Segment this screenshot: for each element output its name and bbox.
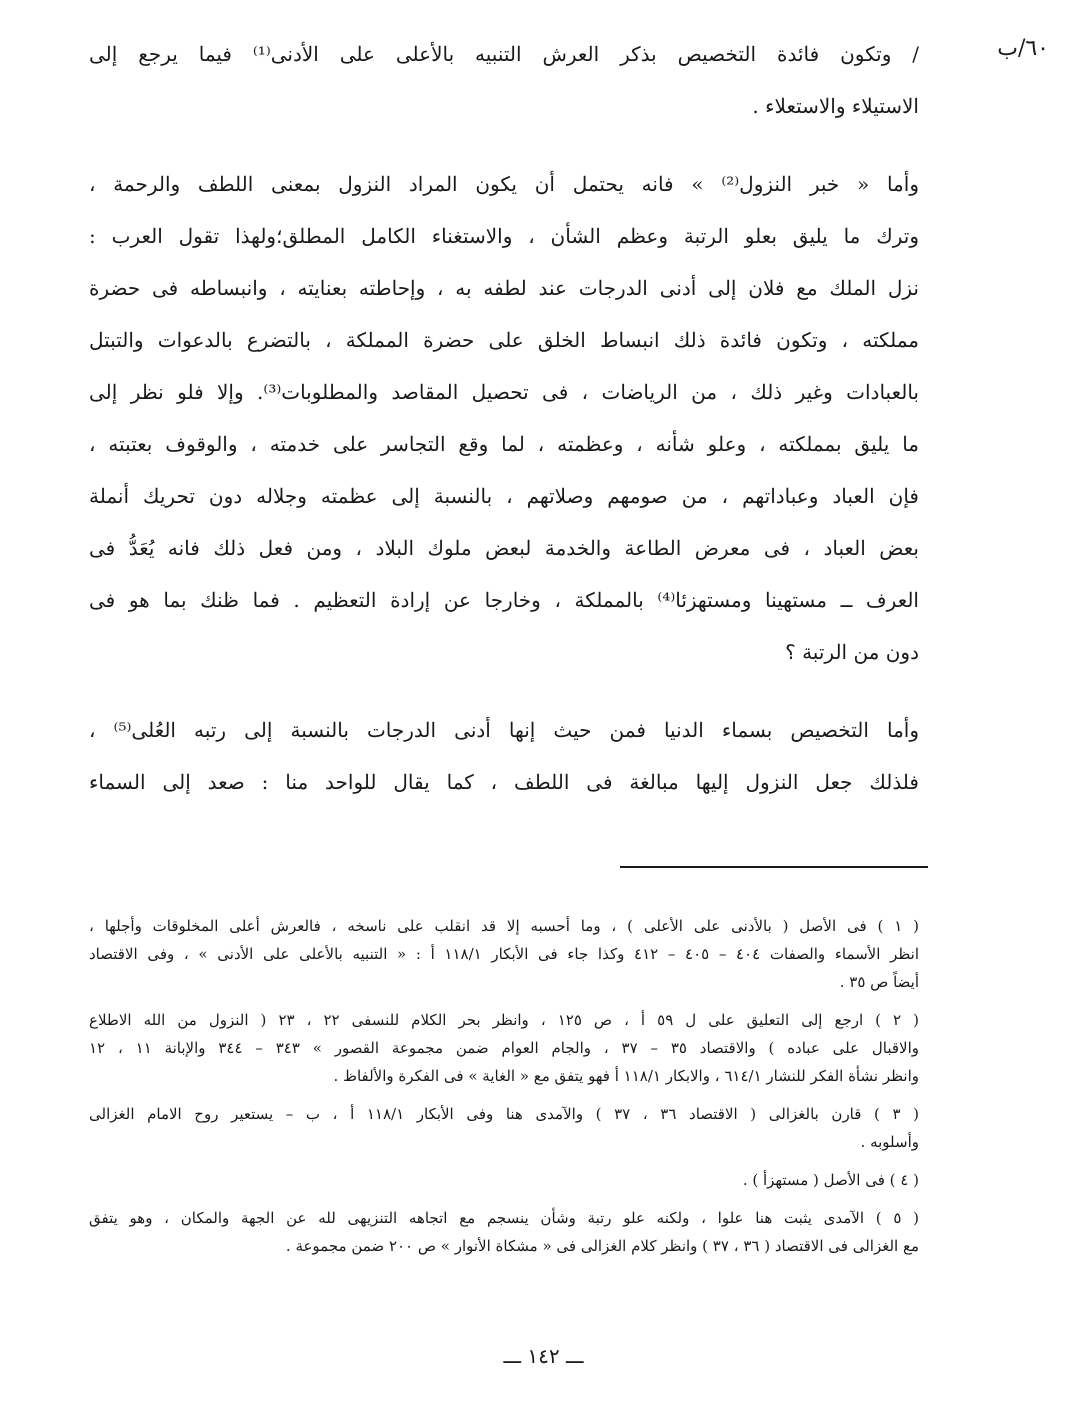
text-line: بعض العباد ، فى معرض الطاعة والخدمة لبعض ملوك البلاد ، ومن فعل ذلك فانه يُعَدُّ فى: [89, 536, 919, 560]
text-line: وأما « خبر النزول⁽²⁾ » فانه يحتمل أن يكون المراد النزول بمعنى اللطف والرحمة ،: [89, 172, 919, 196]
page-number: ـــ ١٤٢ ـــ: [503, 1344, 584, 1368]
footnote-line: والاقبال على عباده ) والاقتصاد ٣٥ – ٣٧ ، والجام العوام ضمن مجموعة القصور » ٣٤٣ – ٣٤٤ والإبانة ١١ ، ١٢: [89, 1039, 919, 1057]
manuscript-folio-reference: ٦٠/ب: [997, 36, 1049, 61]
footnote-line: ( ٢ ) ارجع إلى التعليق على ل ٥٩ أ ، ص ١٢٥ ، وانظر بحر الكلام للنسفى ٢٢ ، ٢٣ ( النزول من الله الاطلاع: [89, 1011, 919, 1029]
footnotes-section: [89, 912, 919, 1270]
text-line: بالعبادات وغير ذلك ، من الرياضات ، فى تحصيل المقاصد والمطلوبات⁽³⁾. وإلا فلو نظر إلى: [89, 380, 919, 404]
text-line: ما يليق بمملكته ، وعلو شأنه ، وعظمته ، لما وقع التجاسر على خدمته ، والوقوف بعتبته ،: [89, 432, 919, 456]
footnote-5: [89, 1204, 919, 1260]
footnote-separator-rule: [620, 866, 928, 868]
footnote-line: ( ١ ) فى الأصل ( بالأدنى على الأعلى ) ، وما أحسبه إلا قد انقلب على ناسخه ، فالعرش أعلى المخلوقات وأجلها ،: [89, 917, 919, 935]
text-line: / وتكون فائدة التخصيص بذكر العرش التنبيه بالأعلى على الأدنى⁽¹⁾ فيما يرجع إلى: [89, 42, 919, 66]
text-line: العرف ــ مستهينا ومستهزئا⁽⁴⁾ بالمملكة ، وخارجا عن إرادة التعظيم . فما ظنك بما هو فى: [89, 588, 919, 612]
footnote-line: ( ٤ ) فى الأصل ( مستهزأ ) .: [742, 1171, 919, 1189]
footnote-line: وأسلوبه .: [860, 1133, 919, 1151]
main-text-body: [89, 28, 919, 808]
footnote-line: ( ٥ ) الآمدى يثبت هنا علوا ، ولكنه علو رتبة وشأن ينسجم مع اتجاهه التنزيهى لله عن الجهة والمكان ، وهو يتفق: [89, 1209, 919, 1227]
footnote-4: [89, 1166, 919, 1194]
footnote-line: وانظر نشأة الفكر للنشار ٦١٤/١ ، والابكار ١١٨/١ أ فهو يتفق مع « الغاية » فى الفكرة والألفاظ .: [333, 1067, 919, 1085]
text-line: فإن العباد وعباداتهم ، من صومهم وصلاتهم ، بالنسبة إلى عظمته وجلاله دون تحريك أنملة: [89, 484, 919, 508]
text-line: الاستيلاء والاستعلاء .: [752, 94, 919, 118]
footnote-line: مع الغزالى فى الاقتصاد ( ٣٦ ، ٣٧ ) وانظر كلام الغزالى فى « مشكاة الأنوار » ص ٢٠٠ ضمن مجموعة .: [285, 1237, 919, 1255]
paragraph-2: [89, 158, 919, 678]
footnote-line: انظر الأسماء والصفات ٤٠٤ – ٤٠٥ – ٤١٢ وكذا جاء فى الأبكار ١١٨/١ أ : « التنبيه بالأعلى على الأدنى » ، وفى الاقتصاد: [89, 945, 919, 963]
text-line: فلذلك جعل النزول إليها مبالغة فى اللطف ، كما يقال للواحد منا : صعد إلى السماء: [89, 770, 919, 794]
paragraph-3: [89, 704, 919, 808]
text-line: وترك ما يليق بعلو الرتبة وعظم الشأن ، والاستغناء الكامل المطلق؛ولهذا تقول العرب :: [89, 224, 919, 248]
text-line: وأما التخصيص بسماء الدنيا فمن حيث إنها أدنى الدرجات بالنسبة إلى رتبه العُلى⁽⁵⁾ ،: [89, 718, 919, 742]
footnote-line: ( ٣ ) قارن بالغزالى ( الاقتصاد ٣٦ ، ٣٧ ) والآمدى هنا وفى الأبكار ١١٨/١ أ ، ب – يستعير روح الامام الغزالى: [89, 1105, 919, 1123]
text-line: دون من الرتبة ؟: [785, 640, 919, 664]
paragraph-1: [89, 28, 919, 132]
text-line: نزل الملك مع فلان إلى أدنى الدرجات عند لطفه به ، وإحاطته بعنايته ، وانبساطه فى حضرة: [89, 276, 919, 300]
footnote-1: [89, 912, 919, 996]
footnote-2: [89, 1006, 919, 1090]
text-line: مملكته ، وتكون فائدة ذلك انبساط الخلق على حضرة المملكة ، بالتضرع بالدعوات والتبتل: [89, 328, 919, 352]
footnote-3: [89, 1100, 919, 1156]
footnote-line: أيضاً ص ٣٥ .: [839, 973, 919, 991]
